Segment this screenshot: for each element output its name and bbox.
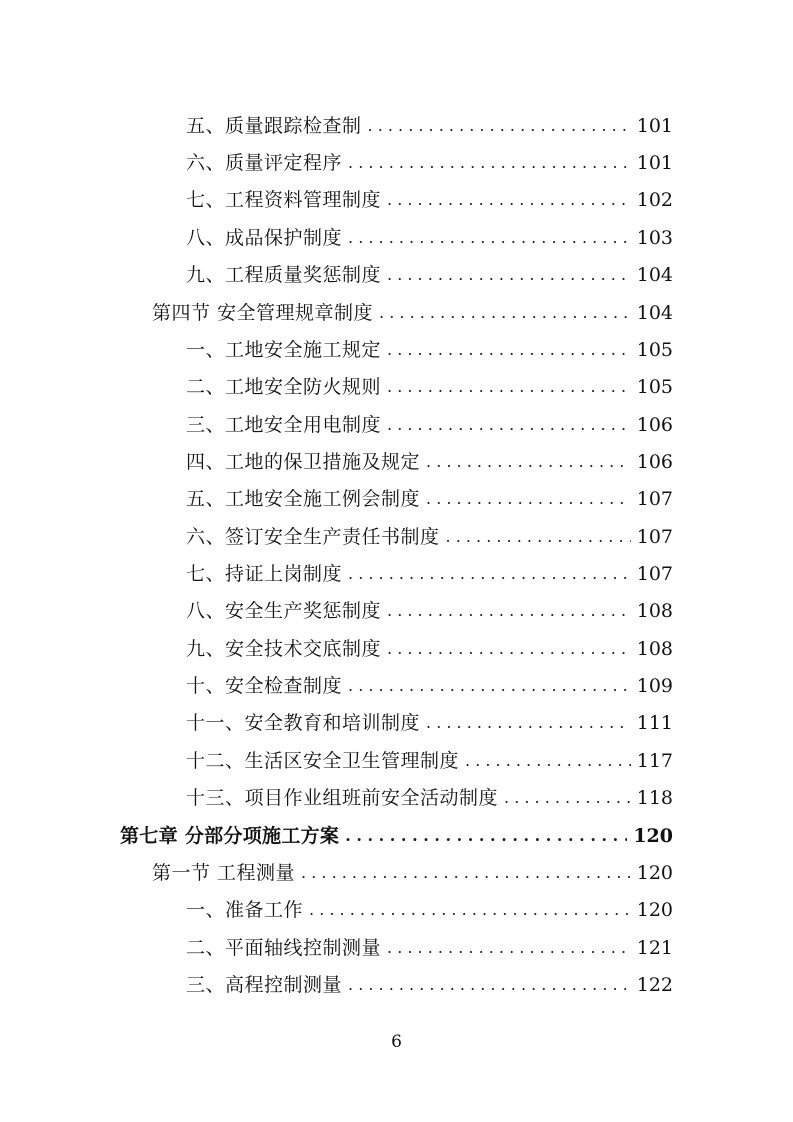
toc-entry[interactable] <box>186 361 673 398</box>
toc-entry-title: 第四节 安全管理规章制度 <box>152 302 374 324</box>
toc-entry-title: 十二、生活区安全卫生管理制度 <box>186 750 460 772</box>
toc-entry[interactable] <box>186 548 673 585</box>
toc-entry-title: 七、持证上岗制度 <box>186 563 343 585</box>
toc-entry[interactable] <box>186 436 673 473</box>
toc-entry[interactable] <box>186 324 673 361</box>
toc-entry-title: 八、安全生产奖惩制度 <box>186 600 382 622</box>
toc-entry[interactable] <box>186 399 673 436</box>
toc-entry-title: 三、高程控制测量 <box>186 974 343 996</box>
toc-entry-page: 107 <box>636 526 673 548</box>
dot-leader <box>379 302 631 324</box>
toc-entry-title: 四、工地的保卫措施及规定 <box>186 451 421 473</box>
toc-entry[interactable] <box>186 735 673 772</box>
toc-entry[interactable] <box>186 959 673 996</box>
toc-entry[interactable] <box>186 473 673 510</box>
dot-leader <box>387 638 631 660</box>
toc-entry-page: 104 <box>636 302 673 324</box>
toc-entry-title: 十、安全检查制度 <box>186 675 343 697</box>
toc-entry-page: 120 <box>636 862 673 884</box>
dot-leader <box>345 825 627 847</box>
toc-entry-page: 106 <box>636 451 673 473</box>
toc-entry-page: 122 <box>636 974 673 996</box>
toc-entry-page: 106 <box>636 414 673 436</box>
toc-entry-title: 三、工地安全用电制度 <box>186 414 382 436</box>
dot-leader <box>368 115 631 137</box>
dot-leader <box>387 339 631 361</box>
toc-entry-page: 111 <box>636 712 673 734</box>
toc-entry[interactable] <box>186 623 673 660</box>
toc-entry[interactable] <box>186 772 673 809</box>
toc-entry[interactable] <box>186 922 673 959</box>
toc-entry-page: 118 <box>636 787 673 809</box>
dot-leader <box>426 451 631 473</box>
dot-leader <box>387 376 631 398</box>
toc-entry-page: 120 <box>636 899 673 921</box>
toc-entry-title: 五、质量跟踪检查制 <box>186 115 362 137</box>
toc-entry-page: 120 <box>633 825 673 847</box>
toc-entry-page: 108 <box>636 638 673 660</box>
toc-entry-page: 105 <box>636 339 673 361</box>
toc-entry[interactable] <box>186 511 673 548</box>
toc-entry-title: 十三、项目作业组班前安全活动制度 <box>186 787 499 809</box>
toc-entry[interactable] <box>152 287 673 324</box>
toc-entry-title: 二、平面轴线控制测量 <box>186 937 382 959</box>
toc-entry-page: 121 <box>636 937 673 959</box>
toc-entry-page: 102 <box>636 189 673 211</box>
toc-entry-page: 101 <box>636 152 673 174</box>
dot-leader <box>504 787 631 809</box>
toc-entry-title: 第一节 工程测量 <box>152 862 296 884</box>
dot-leader <box>348 974 631 996</box>
toc-entry-title: 七、工程资料管理制度 <box>186 189 382 211</box>
toc-entry-page: 109 <box>636 675 673 697</box>
toc-entry-title: 五、工地安全施工例会制度 <box>186 488 421 510</box>
toc-entry-page: 117 <box>636 750 673 772</box>
toc-entry[interactable] <box>186 137 673 174</box>
toc-entry-title: 十一、安全教育和培训制度 <box>186 712 421 734</box>
dot-leader <box>426 488 631 510</box>
toc-entry[interactable] <box>186 660 673 697</box>
dot-leader <box>348 152 631 174</box>
toc-entry-title: 二、工地安全防火规则 <box>186 376 382 398</box>
dot-leader <box>446 526 631 548</box>
dot-leader <box>348 563 631 585</box>
toc-entry-title: 八、成品保护制度 <box>186 227 343 249</box>
dot-leader <box>387 937 631 959</box>
dot-leader <box>387 414 631 436</box>
toc-entry[interactable] <box>186 697 673 734</box>
toc-entry[interactable] <box>186 585 673 622</box>
toc-entry-page: 105 <box>636 376 673 398</box>
dot-leader <box>301 862 631 884</box>
page-number: 6 <box>391 1032 402 1052</box>
toc-entry[interactable] <box>186 249 673 286</box>
toc-entry[interactable] <box>186 212 673 249</box>
toc-entry-chapter[interactable] <box>120 810 673 847</box>
dot-leader <box>387 264 631 286</box>
toc-entry-page: 101 <box>636 115 673 137</box>
toc-entry-title: 九、工程质量奖惩制度 <box>186 264 382 286</box>
toc-entry-title: 第七章 分部分项施工方案 <box>120 825 340 847</box>
toc-entry-page: 108 <box>636 600 673 622</box>
toc-entry-page: 103 <box>636 227 673 249</box>
toc-entry-title: 九、安全技术交底制度 <box>186 638 382 660</box>
dot-leader <box>465 750 631 772</box>
toc-entry-title: 一、工地安全施工规定 <box>186 339 382 361</box>
dot-leader <box>348 227 631 249</box>
dot-leader <box>387 189 631 211</box>
dot-leader <box>387 600 631 622</box>
dot-leader <box>309 899 631 921</box>
dot-leader <box>348 675 631 697</box>
dot-leader <box>426 712 631 734</box>
toc-entry[interactable] <box>186 884 673 921</box>
toc-entry[interactable] <box>186 174 673 211</box>
toc-entry-title: 一、准备工作 <box>186 899 304 921</box>
toc-entry[interactable] <box>152 847 673 884</box>
toc-entry[interactable] <box>186 100 673 137</box>
toc-entry-title: 六、签订安全生产责任书制度 <box>186 526 440 548</box>
toc-entry-page: 107 <box>636 563 673 585</box>
toc-entry-title: 六、质量评定程序 <box>186 152 343 174</box>
toc-entry-page: 104 <box>636 264 673 286</box>
toc-entry-page: 107 <box>636 488 673 510</box>
